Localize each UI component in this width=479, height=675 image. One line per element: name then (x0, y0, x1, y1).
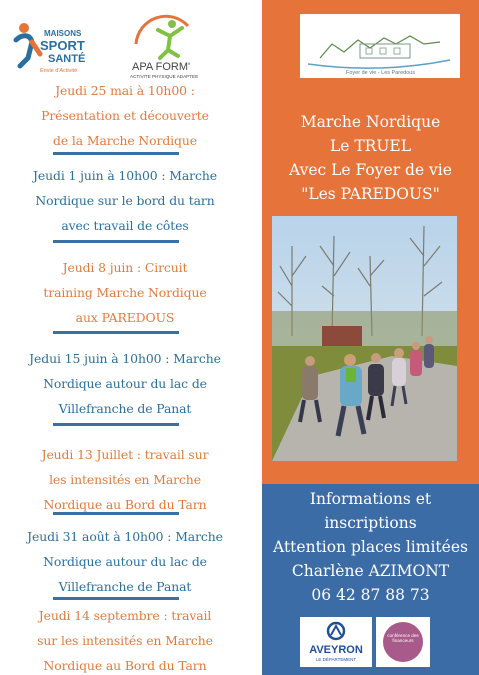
title-line-4: "Les PAREDOUS" (301, 185, 440, 203)
title-line-1: Marche Nordique (300, 113, 441, 131)
title-line-3: Avec Le Foyer de vie (289, 161, 452, 179)
title-line-2: Le TRUEL (329, 137, 412, 155)
event-4 (6, 346, 244, 421)
maisons-sport-sante-logo (10, 14, 94, 78)
conference-text: conférence des financeurs (387, 633, 419, 643)
runner-figure-icon (10, 14, 94, 78)
logo-line2: SPORT (40, 38, 85, 53)
apa-logo-tagline: ACTIVITE PHYSIQUE ADAPTEE (130, 74, 199, 79)
separator (53, 597, 179, 600)
event-2-line-2: Nordique sur le bord du tarn (35, 193, 215, 208)
event-2 (6, 163, 244, 238)
event-2-line-1: Jeudi 1 juin à 10h00 : Marche (33, 168, 217, 183)
event-7-line-1: Jeudi 14 septembre : travail (38, 608, 212, 623)
event-6 (6, 524, 244, 599)
logo-line3: SANTÉ (48, 53, 86, 65)
event-title (262, 110, 479, 206)
event-1 (6, 78, 244, 153)
info-line-3: Attention places limitées (273, 538, 468, 556)
separator (53, 152, 179, 155)
nordic-walking-photo (272, 216, 457, 461)
event-1-line-2: Présentation et découverte (41, 108, 209, 123)
event-4-line-3: Villefranche de Panat (58, 401, 192, 416)
event-7-line-2: sur les intensités en Marche (37, 633, 213, 648)
event-4-line-1: Jedui 15 juin à 10h00 : Marche (29, 351, 221, 366)
event-2-line-3: avec travail de côtes (61, 218, 189, 233)
aveyron-name: AVEYRON (309, 644, 363, 656)
event-4-line-2: Nordique autour du lac de (43, 376, 207, 391)
event-3-line-1: Jeudi 8 juin : Circuit (62, 260, 188, 275)
conference-financeurs-logo (376, 617, 430, 667)
info-line-1: Informations et (309, 490, 432, 508)
aveyron-tagline: LE DÉPARTEMENT (315, 657, 357, 662)
paredous-logo (300, 14, 460, 78)
logo-line1: MAISONS (44, 29, 82, 38)
event-3 (6, 255, 244, 330)
event-7 (6, 603, 244, 675)
separator (53, 512, 179, 515)
apa-logo-name: APA FORM' (132, 61, 191, 73)
event-1-line-3: de la Marche Nordique (53, 133, 197, 148)
aveyron-logo (300, 617, 372, 667)
info-line-2: inscriptions (324, 514, 417, 532)
event-5-line-2: les intensités en Marche (49, 472, 201, 487)
event-1-line-1: Jeudi 25 mai à 10h00 : (55, 83, 195, 98)
event-6-line-3: Villefranche de Panat (58, 579, 192, 594)
registration-info (262, 487, 479, 607)
paredous-caption: Foyer de vie - Les Paredous (346, 70, 416, 76)
separator (53, 331, 179, 334)
jumping-figure-icon (128, 14, 206, 82)
event-6-line-2: Nordique autour du lac de (43, 554, 207, 569)
building-sketch-icon (300, 14, 460, 78)
event-7-line-3: Nordique au Bord du Tarn (43, 658, 207, 673)
event-5-line-1: Jeudi 13 Juillet : travail sur (41, 447, 209, 462)
event-5-line-3: Nordique au Bord du Tarn (43, 497, 207, 512)
event-5 (6, 442, 244, 517)
event-3-line-2: training Marche Nordique (43, 285, 207, 300)
phone-number: 06 42 87 88 73 (311, 586, 430, 604)
event-6-line-1: Jeudi 31 août à 10h00 : Marche (27, 529, 223, 544)
info-line-4: Charlène AZIMONT (291, 562, 450, 580)
separator (53, 423, 179, 426)
logo-tagline: Envie d'Activité (40, 68, 78, 74)
event-3-line-3: aux PAREDOUS (75, 310, 175, 325)
apa-form-logo (128, 14, 206, 82)
separator (53, 240, 179, 243)
